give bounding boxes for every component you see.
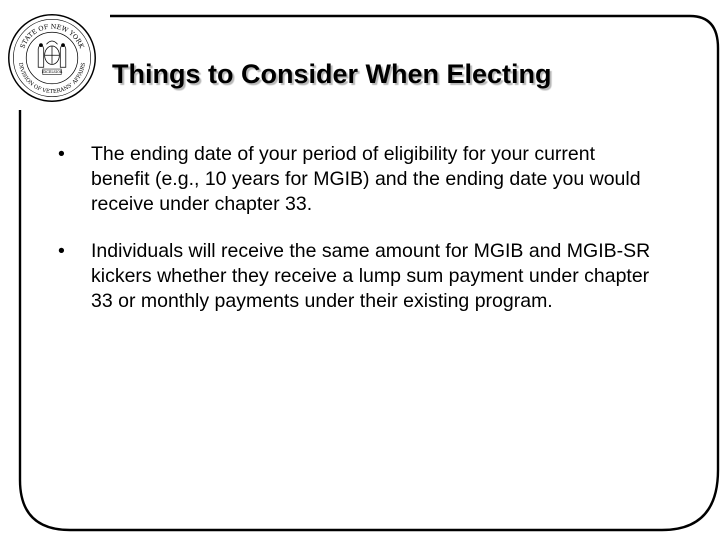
svg-text:DIVISION OF VETERANS' AFFAIRS: DIVISION OF VETERANS' AFFAIRS (16, 62, 88, 95)
svg-text:STATE OF NEW YORK: STATE OF NEW YORK (18, 22, 86, 50)
bullet-marker: • (58, 240, 65, 262)
bullet-marker: • (58, 143, 65, 165)
svg-text:EXCELSIOR: EXCELSIOR (41, 70, 63, 75)
new-york-state-seal-icon (6, 12, 98, 104)
bullet-text: Individuals will receive the same amount for MGIB and MGIB-SR kickers whether they receive a lump sum payment under chapter 33 or monthly payments under their existing program. (91, 240, 651, 312)
bullet-item (58, 142, 658, 217)
bullet-text: The ending date of your period of eligibility for your current benefit (e.g., 10 years for MGIB) and the ending date you would receive under chapter 33. (91, 143, 641, 215)
bullet-item (58, 239, 658, 314)
slide-title: Things to Consider When Electing (112, 59, 552, 89)
bullet-list (58, 142, 658, 336)
